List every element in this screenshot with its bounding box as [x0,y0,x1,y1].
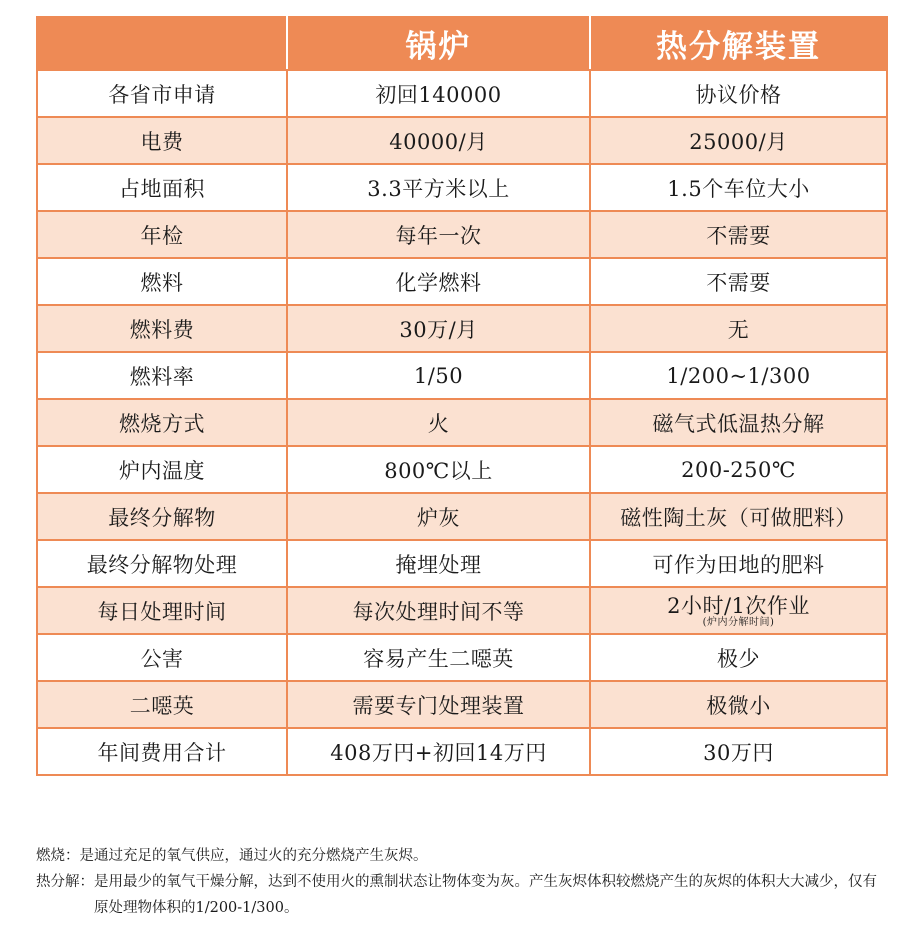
comparison-table-container [36,16,886,776]
table-row [37,211,887,258]
table-row [37,258,887,305]
header-blank-cell [37,17,287,70]
device-value: 25000/月 [590,117,887,164]
device-value: 1/200~1/300 [590,352,887,399]
header-row [37,17,887,70]
boiler-value: 408万円+初回14万円 [287,728,590,775]
row-label: 二噁英 [37,681,287,728]
device-value-with-note [590,587,887,634]
device-value: 协议价格 [590,70,887,117]
table-row [37,634,887,681]
row-label: 占地面积 [37,164,287,211]
device-value: 极微小 [590,681,887,728]
row-label: 炉内温度 [37,446,287,493]
boiler-value: 每次处理时间不等 [287,587,590,634]
row-label: 最终分解物处理 [37,540,287,587]
table-row [37,493,887,540]
footnote-text: 是通过充足的氧气供应，通过火的充分燃烧产生灰烬。 [79,848,428,864]
boiler-value: 容易产生二噁英 [287,634,590,681]
comparison-table [36,16,888,776]
table-header [37,17,887,70]
boiler-value: 初回140000 [287,70,590,117]
device-value: 不需要 [590,211,887,258]
device-value-note: (炉内分解时间) [702,617,775,628]
boiler-value: 需要专门处理装置 [287,681,590,728]
row-label: 各省市申请 [37,70,287,117]
row-label: 燃料费 [37,305,287,352]
table-row [37,164,887,211]
table-row [37,305,887,352]
row-label: 每日处理时间 [37,587,287,634]
row-label: 电费 [37,117,287,164]
table-row [37,540,887,587]
row-label: 燃料率 [37,352,287,399]
row-label: 最终分解物 [37,493,287,540]
footnotes [36,843,886,921]
device-value: 1.5个车位大小 [590,164,887,211]
device-value: 2小时/1次作业 [667,594,810,618]
footnote-thermal-decomposition [36,869,886,921]
boiler-value: 40000/月 [287,117,590,164]
boiler-value: 3.3平方米以上 [287,164,590,211]
footnote-combustion [36,843,886,869]
header-boiler: 锅炉 [287,17,590,70]
device-value: 200-250℃ [590,446,887,493]
table-row [37,446,887,493]
footnote-label: 燃烧： [36,848,80,864]
table-row [37,399,887,446]
footnote-label: 热分解： [36,874,94,890]
table-row [37,70,887,117]
table-row [37,352,887,399]
footnote-text: 是用最少的氧气干燥分解，达到不使用火的熏制状态让物体变为灰。产生灰烬体积较燃烧产生的灰烬的体积大大减少，仅有原处理物体积的1/200-1/300。 [94,874,877,916]
boiler-value: 化学燃料 [287,258,590,305]
device-value: 磁气式低温热分解 [590,399,887,446]
boiler-value: 1/50 [287,352,590,399]
device-value: 无 [590,305,887,352]
header-thermal-device: 热分解装置 [590,17,887,70]
device-value: 磁性陶土灰（可做肥料） [590,493,887,540]
boiler-value: 火 [287,399,590,446]
boiler-value: 800℃以上 [287,446,590,493]
row-label: 年检 [37,211,287,258]
device-value: 可作为田地的肥料 [590,540,887,587]
table-row [37,117,887,164]
row-label: 燃烧方式 [37,399,287,446]
device-value: 30万円 [590,728,887,775]
row-label: 年间费用合计 [37,728,287,775]
row-label: 燃料 [37,258,287,305]
table-row [37,728,887,775]
boiler-value: 炉灰 [287,493,590,540]
device-value: 不需要 [590,258,887,305]
table-body [37,70,887,775]
boiler-value: 掩埋处理 [287,540,590,587]
table-row [37,587,887,634]
boiler-value: 每年一次 [287,211,590,258]
boiler-value: 30万/月 [287,305,590,352]
device-value: 极少 [590,634,887,681]
row-label: 公害 [37,634,287,681]
table-row [37,681,887,728]
